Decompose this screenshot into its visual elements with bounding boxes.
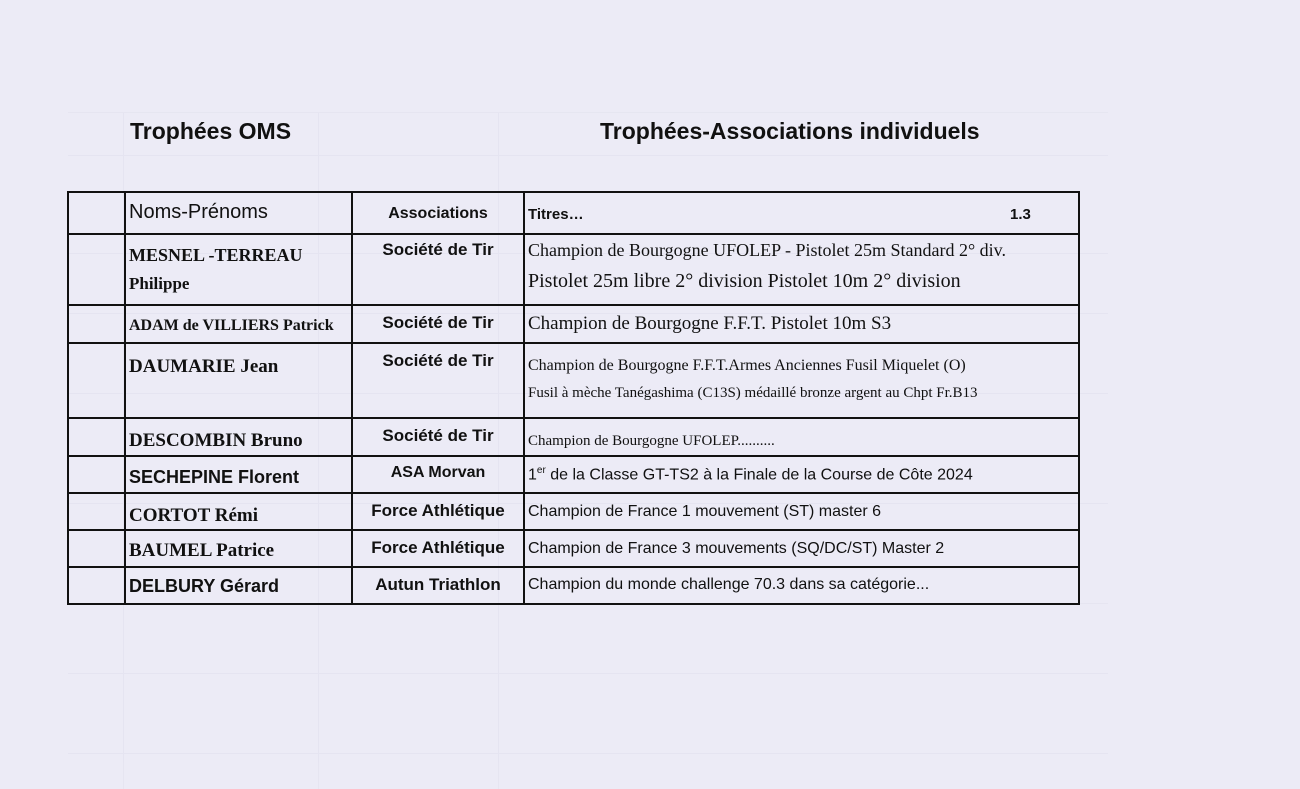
index-cell xyxy=(68,343,125,418)
table-row xyxy=(68,567,1079,604)
title-text: Champion de Bourgogne F.F.T.Armes Anciennes Fusil Miquelet (O) xyxy=(528,357,966,374)
column-header-titles: Titres… 1.3 xyxy=(528,206,1031,223)
trophies-table xyxy=(67,191,1080,605)
title-text: 1er de la Classe GT-TS2 à la Finale de la Course de Côte 2024 xyxy=(528,465,973,484)
association-name: Société de Tir xyxy=(382,313,494,332)
index-cell xyxy=(68,418,125,456)
association-name: Force Athlétique xyxy=(371,501,505,520)
index-cell xyxy=(68,493,125,530)
person-name: DESCOMBIN Bruno xyxy=(129,430,303,451)
column-header-associations: Associations xyxy=(388,205,488,222)
index-cell xyxy=(68,530,125,567)
association-name: Société de Tir xyxy=(382,426,494,445)
person-name: BAUMEL Patrice xyxy=(129,540,275,561)
table-row xyxy=(68,418,1079,456)
association-name: Force Athlétique xyxy=(371,538,505,557)
title-text: Champion du monde challenge 70.3 dans sa catégorie... xyxy=(528,576,930,593)
person-name: MESNEL -TERREAU xyxy=(129,245,303,265)
column-header-names: Noms-Prénoms xyxy=(129,201,268,223)
table-row xyxy=(68,343,1079,418)
table-row xyxy=(68,456,1079,493)
table-row xyxy=(68,305,1079,343)
table-row xyxy=(68,493,1079,530)
table-row xyxy=(68,530,1079,567)
association-name: Autun Triathlon xyxy=(375,575,501,594)
person-name: DELBURY Gérard xyxy=(129,576,280,596)
person-name: DAUMARIE Jean xyxy=(129,356,279,377)
association-name: Société de Tir xyxy=(382,240,494,259)
person-name: CORTOT Rémi xyxy=(129,505,259,526)
page-number: 1.3 xyxy=(1010,206,1031,223)
title-text: Champion de France 1 mouvement (ST) master 6 xyxy=(528,503,882,520)
title-text: Champion de Bourgogne F.F.T. Pistolet 10m S3 xyxy=(528,313,892,334)
index-cell xyxy=(68,234,125,305)
person-name: ADAM de VILLIERS Patrick xyxy=(129,317,334,334)
page-title-left: Trophées OMS xyxy=(130,118,292,144)
index-cell xyxy=(68,567,125,604)
index-cell xyxy=(68,456,125,493)
title-text: Champion de France 3 mouvements (SQ/DC/ST) Master 2 xyxy=(528,540,945,557)
title-text: Fusil à mèche Tanégashima (C13S) médaillé bronze argent au Chpt Fr.B13 xyxy=(528,385,978,401)
index-cell xyxy=(68,192,125,234)
person-name: SECHEPINE Florent xyxy=(129,467,300,487)
table-header-row xyxy=(68,192,1079,234)
index-cell xyxy=(68,305,125,343)
title-text: Pistolet 25m libre 2° division Pistolet 10m 2° division xyxy=(528,270,961,292)
title-text: Champion de Bourgogne UFOLEP - Pistolet 25m Standard 2° div. xyxy=(528,240,1007,260)
title-text: Champion de Bourgogne UFOLEP.......... xyxy=(528,433,775,449)
table-row xyxy=(68,234,1079,305)
association-name: ASA Morvan xyxy=(390,464,486,481)
association-name: Société de Tir xyxy=(382,351,494,370)
person-firstname: Philippe xyxy=(129,274,190,293)
page-title-right: Trophées-Associations individuels xyxy=(600,118,980,144)
